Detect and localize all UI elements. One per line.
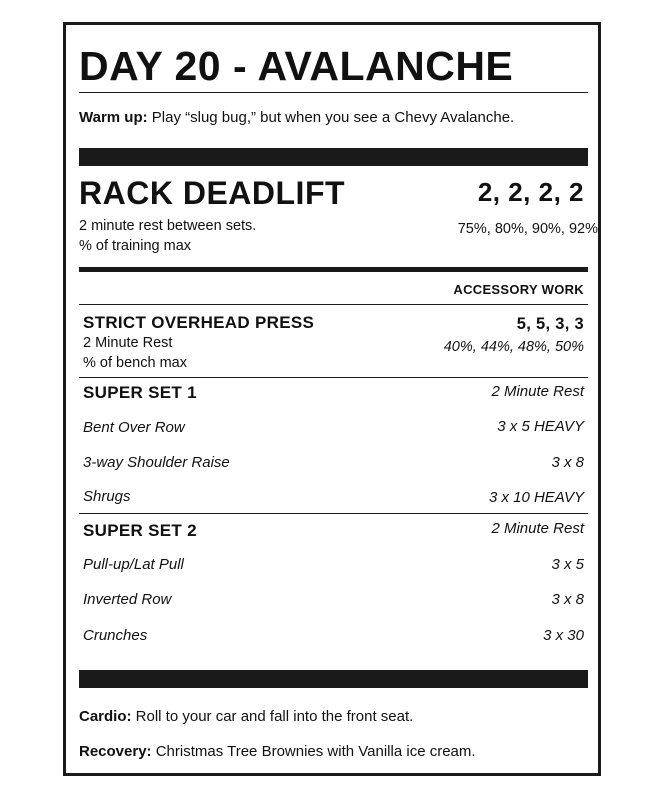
superset1-rest: 2 Minute Rest [491, 383, 584, 400]
list-item: 3-way Shoulder Raise [83, 454, 230, 471]
superset2-name: SUPER SET 2 [83, 521, 197, 540]
main-lift-percentages: 75%, 80%, 90%, 92% [457, 221, 598, 237]
divider [79, 304, 588, 305]
divider [79, 513, 588, 514]
cardio-text: Roll to your car and fall into the front seat. [131, 708, 414, 725]
list-item: Shrugs [83, 488, 131, 505]
divider [79, 267, 588, 272]
page-title: DAY 20 - AVALANCHE [79, 43, 514, 89]
list-item-sets: 3 x 30 [543, 627, 584, 644]
recovery-label: Recovery: [79, 743, 152, 760]
warmup-label: Warm up: [79, 109, 148, 126]
main-lift-rest: 2 minute rest between sets. [79, 218, 257, 234]
list-item: Inverted Row [83, 591, 172, 608]
list-item-sets: 3 x 8 [551, 454, 584, 471]
press-pct-label: % of bench max [83, 355, 187, 371]
recovery-line [79, 743, 476, 760]
list-item-sets: 3 x 8 [551, 591, 584, 608]
cardio-label: Cardio: [79, 708, 132, 725]
list-item: Pull-up/Lat Pull [83, 556, 184, 573]
list-item: Crunches [83, 627, 148, 644]
list-item-sets: 3 x 5 [551, 556, 584, 573]
list-item-sets: 3 x 5 HEAVY [497, 418, 584, 435]
superset1-name: SUPER SET 1 [83, 383, 197, 402]
section-bar [79, 148, 588, 166]
warmup-text: Play “slug bug,” but when you see a Chevy Avalanche. [147, 109, 515, 126]
press-name: STRICT OVERHEAD PRESS [83, 313, 315, 332]
main-lift-sets: 2, 2, 2, 2 [477, 177, 584, 207]
workout-card [63, 22, 601, 776]
list-item: Bent Over Row [83, 419, 185, 436]
main-lift-name: RACK DEADLIFT [79, 175, 346, 211]
press-sets: 5, 5, 3, 3 [516, 315, 584, 333]
divider [79, 92, 588, 93]
recovery-text: Christmas Tree Brownies with Vanilla ice cream. [151, 743, 476, 760]
press-percentages: 40%, 44%, 48%, 50% [443, 339, 584, 355]
divider [79, 377, 588, 378]
main-lift-pct-label: % of training max [79, 238, 192, 254]
accessory-header: ACCESSORY WORK [453, 282, 584, 297]
warmup-line [79, 109, 514, 126]
superset2-rest: 2 Minute Rest [491, 520, 584, 537]
press-rest: 2 Minute Rest [83, 335, 173, 351]
section-bar [79, 670, 588, 688]
list-item-sets: 3 x 10 HEAVY [488, 489, 584, 506]
cardio-line [79, 708, 413, 725]
